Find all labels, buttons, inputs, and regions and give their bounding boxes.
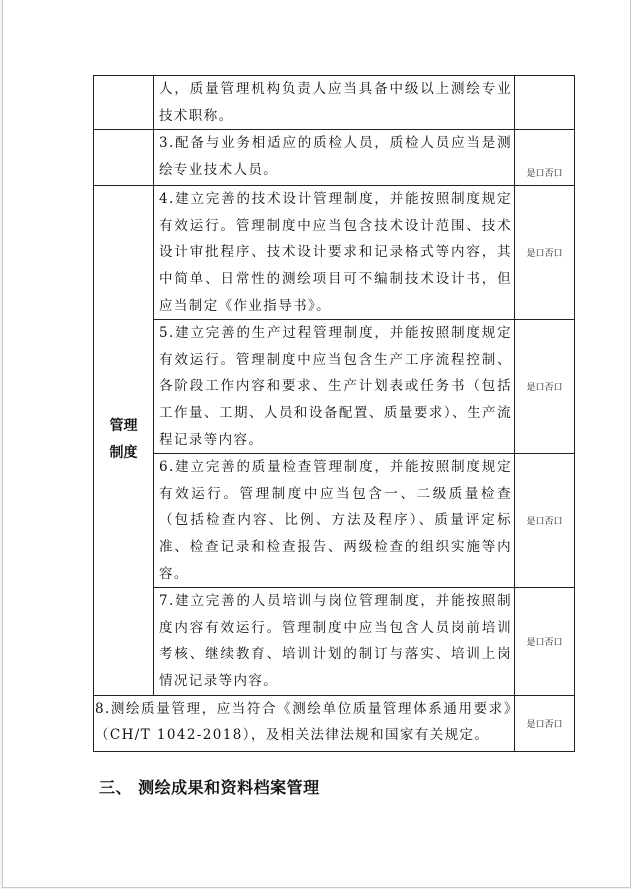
yes-no-checkbox[interactable]: 是口否口: [515, 186, 575, 320]
table-row: [94, 588, 575, 695]
category-cell-top: [94, 76, 154, 130]
category-label: [94, 186, 154, 695]
section-heading: 三、 测绘成果和资料档案管理: [99, 778, 320, 797]
table-row: [94, 76, 575, 130]
yes-no-checkbox[interactable]: 是口否口: [515, 320, 575, 454]
table-row: [94, 695, 575, 751]
yes-no-checkbox[interactable]: 是口否口: [515, 130, 575, 186]
document-page: [2, 0, 631, 888]
yes-no-checkbox[interactable]: 是口否口: [515, 454, 575, 588]
requirement-text: 人，质量管理机构负责人应当具备中级以上测绘专业技术职称。: [154, 76, 515, 130]
requirement-text: 7.建立完善的人员培训与岗位管理制度，并能按照制度内容有效运行。管理制度中应当包含人员岗前培训考核、继续教育、培训计划的制订与落实、培训上岗情况记录等内容。: [154, 588, 515, 695]
requirement-text: 5.建立完善的生产过程管理制度，并能按照制度规定有效运行。管理制度中应当包含生产工序流程控制、各阶段工作内容和要求、生产计划表或任务书（包括工作量、工期、人员和设备配置、质量要求）、生产流程记录等内容。: [154, 320, 515, 454]
requirement-text: 4.建立完善的技术设计管理制度，并能按照制度规定有效运行。管理制度中应当包含技术设计范围、技术设计审批程序、技术设计要求和记录格式等内容，其中简单、日常性的测绘项目可不编制技术设计书，但应当制定《作业指导书》。: [154, 186, 515, 320]
table-row: [94, 186, 575, 320]
table-row: [94, 454, 575, 588]
category-text: 管理制度: [109, 418, 138, 462]
requirements-table: [93, 75, 575, 752]
requirement-text: 8.测绘质量管理，应当符合《测绘单位质量管理体系通用要求》（CH/T 1042-2018），及相关法律法规和国家有关规定。: [94, 695, 515, 751]
requirement-text: 3.配备与业务相适应的质检人员，质检人员应当是测绘专业技术人员。: [154, 130, 515, 186]
yes-no-checkbox[interactable]: 是口否口: [515, 588, 575, 695]
table-row: [94, 320, 575, 454]
yes-no-checkbox[interactable]: 是口否口: [515, 695, 575, 751]
table-row: [94, 130, 575, 186]
checkbox-cell-empty: [515, 76, 575, 130]
requirement-text: 6.建立完善的质量检查管理制度，并能按照制度规定有效运行。管理制度中应当包含一、二级质量检查（包括检查内容、比例、方法及程序）、质量评定标准、检查记录和检查报告、两级检查的组织实施等内容。: [154, 454, 515, 588]
category-cell-top: [94, 130, 154, 186]
